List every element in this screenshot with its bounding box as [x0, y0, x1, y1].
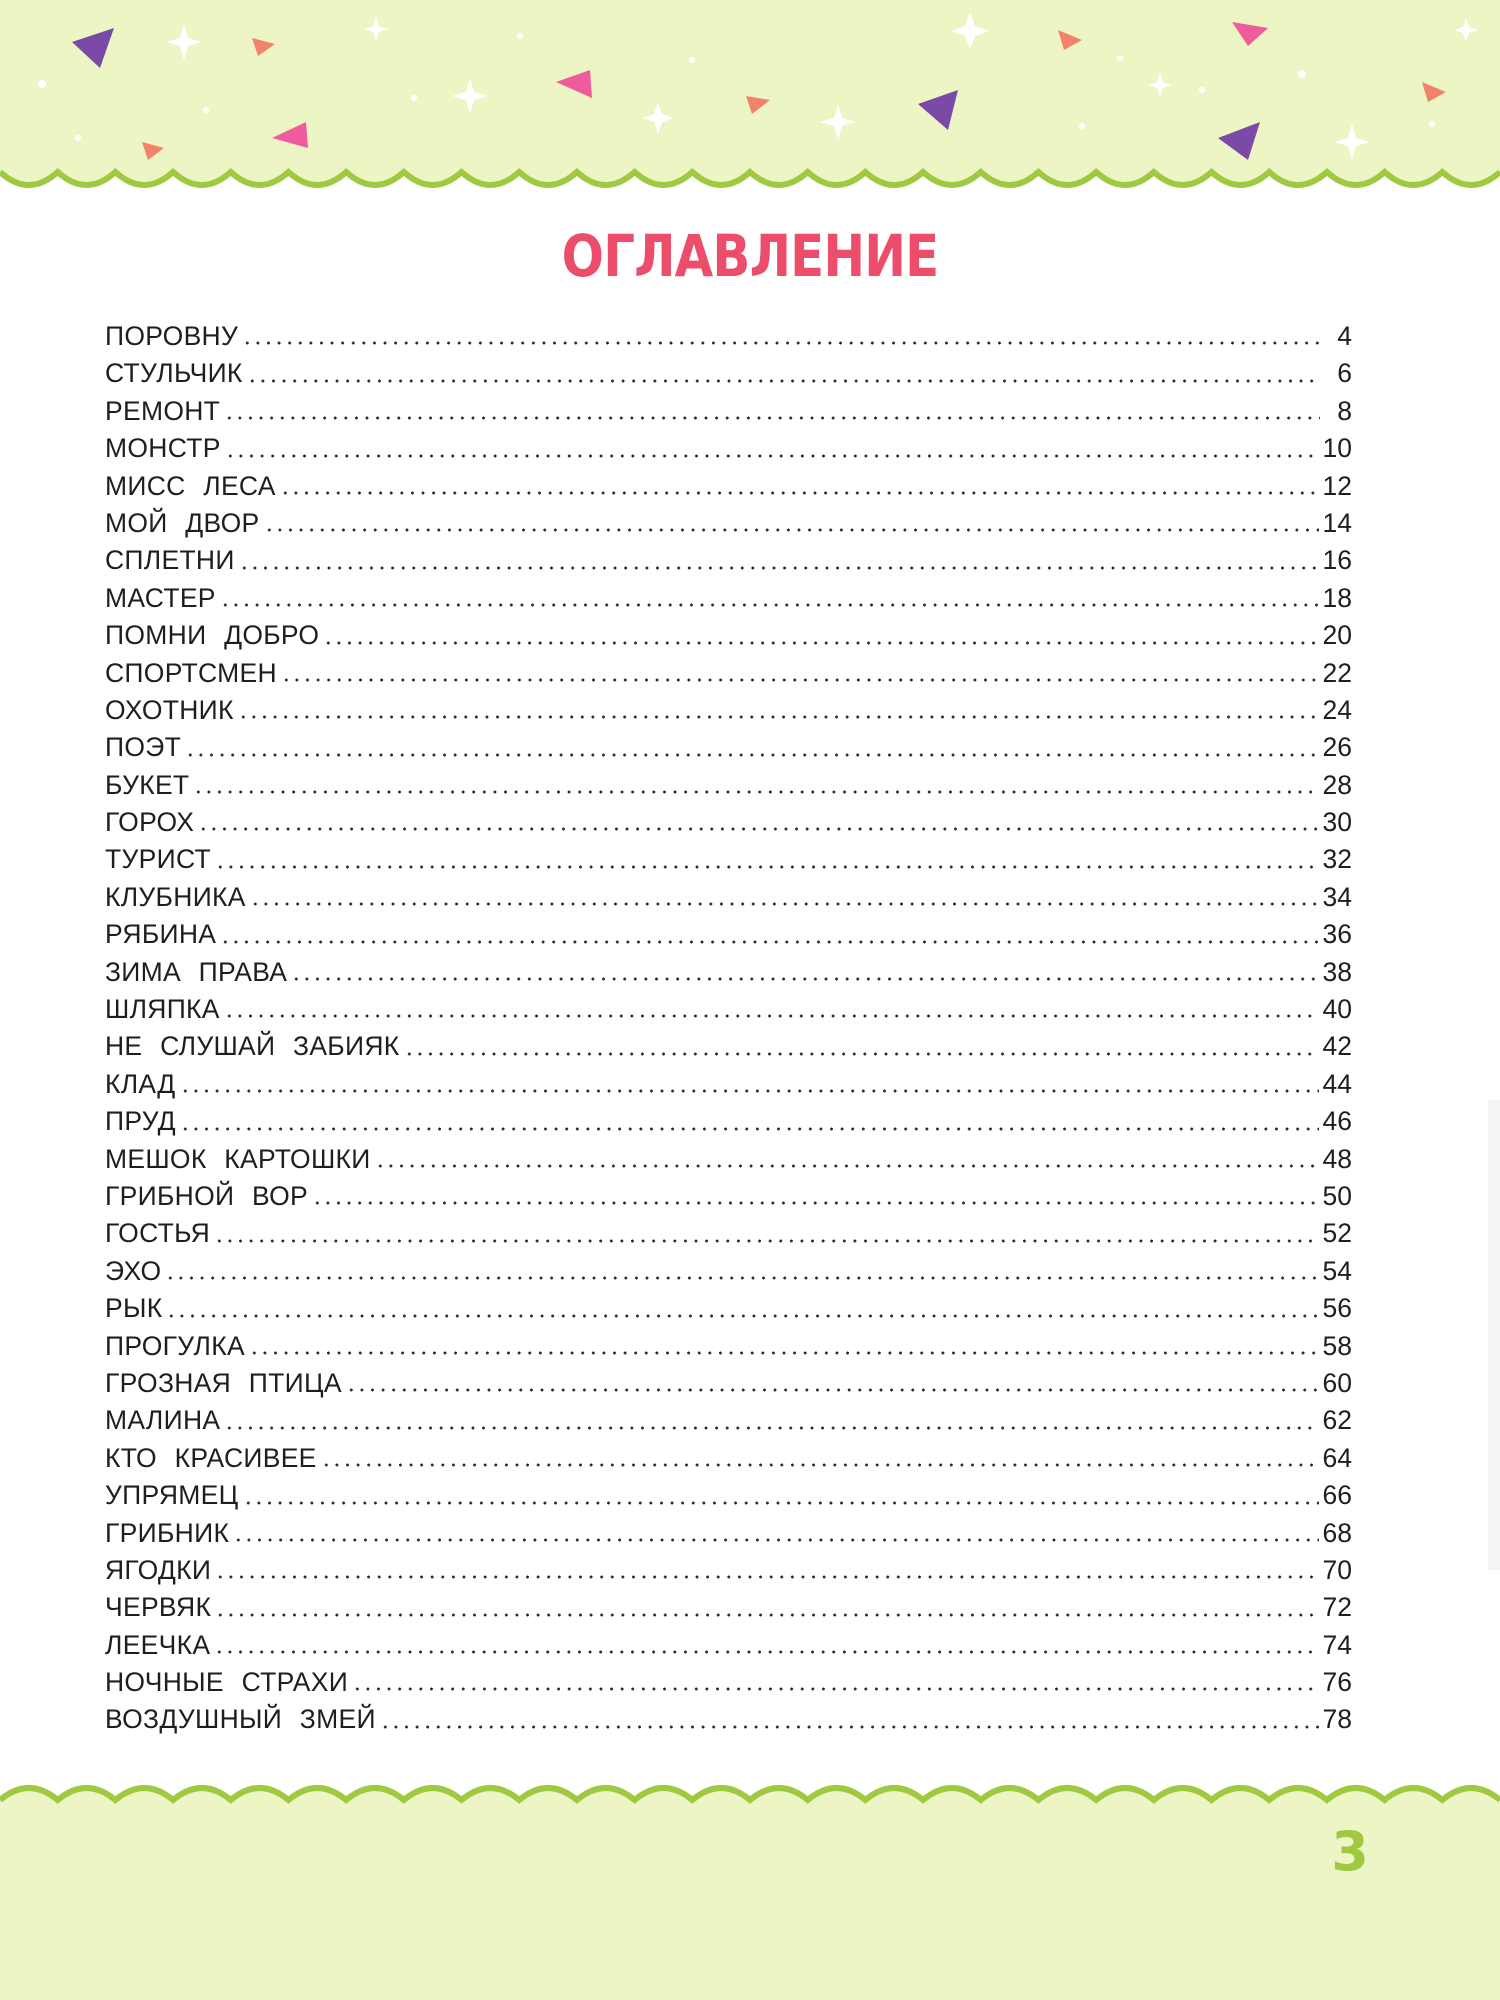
- toc-entry[interactable]: [105, 1515, 1352, 1552]
- toc-entry-page: 76: [1322, 1667, 1352, 1698]
- toc-entry-title: ОХОТНИК: [105, 694, 234, 725]
- toc-entry[interactable]: [105, 393, 1352, 430]
- toc-entry-title: БУКЕТ: [105, 769, 190, 800]
- toc-dot-leader: [352, 1687, 1318, 1691]
- toc-entry-page: 18: [1322, 582, 1352, 613]
- toc-entry-page: 36: [1322, 919, 1352, 950]
- toc-entry[interactable]: [105, 1701, 1352, 1738]
- sparkle-icon: [166, 24, 202, 60]
- toc-entry-title: МИСС ЛЕСА: [105, 470, 276, 501]
- sparkle-dot-icon: [517, 33, 523, 39]
- toc-dot-leader: [224, 1014, 1319, 1018]
- toc-entry-title: ПОЭТ: [105, 732, 182, 763]
- toc-entry-title: СПОРТСМЕН: [105, 657, 277, 688]
- sparkle-dot-icon: [1117, 55, 1123, 61]
- toc-entry-page: 34: [1322, 881, 1352, 912]
- toc-entry-title: РЕМОНТ: [105, 395, 221, 426]
- toc-dot-leader: [250, 902, 1319, 906]
- triangle-purple-icon: [918, 90, 958, 130]
- toc-entry-page: 28: [1322, 769, 1352, 800]
- toc-dot-leader: [220, 603, 1319, 607]
- toc-entry-page: 56: [1322, 1293, 1352, 1324]
- sparkle-dot-icon: [411, 95, 417, 101]
- toc-dot-leader: [242, 341, 1320, 345]
- toc-entry-page: 40: [1322, 994, 1352, 1025]
- toc-entry-title: МОЙ ДВОР: [105, 507, 260, 538]
- toc-entry-title: РЫК: [105, 1293, 163, 1324]
- toc-entry-page: 32: [1322, 844, 1352, 875]
- triangle-salmon-icon: [142, 142, 164, 160]
- toc-entry-page: 30: [1322, 807, 1352, 838]
- toc-dot-leader: [166, 1314, 1318, 1318]
- toc-entry[interactable]: [105, 468, 1352, 505]
- toc-dot-leader: [215, 1613, 1318, 1617]
- toc-entry[interactable]: [105, 879, 1352, 916]
- sparkle-icon: [1147, 72, 1173, 98]
- toc-entry[interactable]: [105, 1178, 1352, 1215]
- toc-entry-title: МАСТЕР: [105, 582, 216, 613]
- toc-entry-page: 38: [1322, 956, 1352, 987]
- toc-entry-page: 44: [1322, 1068, 1352, 1099]
- toc-entry-title: КТО КРАСИВЕЕ: [105, 1442, 317, 1473]
- toc-entry-page: 48: [1322, 1143, 1352, 1174]
- toc-dot-leader: [180, 1089, 1319, 1093]
- toc-entry-page: 50: [1322, 1180, 1352, 1211]
- toc-entry-title: МАЛИНА: [105, 1405, 221, 1436]
- toc-entry-title: ГРОЗНАЯ ПТИЦА: [105, 1367, 342, 1398]
- toc-entry[interactable]: [105, 954, 1352, 991]
- toc-entry-page: 52: [1322, 1218, 1352, 1249]
- sparkle-dot-icon: [203, 107, 209, 113]
- toc-entry-page: 60: [1322, 1367, 1352, 1398]
- toc-entry[interactable]: [105, 1066, 1352, 1103]
- sparkle-icon: [951, 12, 989, 50]
- sparkle-dot-icon: [689, 57, 695, 63]
- toc-entry[interactable]: [105, 318, 1352, 355]
- toc-entry[interactable]: [105, 916, 1352, 953]
- toc-entry-page: 4: [1337, 321, 1352, 351]
- toc-entry[interactable]: [105, 1552, 1352, 1589]
- toc-entry-page: 42: [1322, 1031, 1352, 1062]
- toc-entry-title: ПОРОВНУ: [105, 321, 239, 351]
- toc-dot-leader: [225, 454, 1319, 458]
- toc-dot-leader: [180, 1127, 1319, 1131]
- toc-entry[interactable]: [105, 1664, 1352, 1701]
- sparkle-dot-icon: [1079, 123, 1085, 129]
- toc-entry-title: ПОМНИ ДОБРО: [105, 620, 320, 651]
- toc-entry-page: 22: [1322, 657, 1352, 688]
- toc-entry[interactable]: [105, 355, 1352, 392]
- toc-entry-title: ГРИБНОЙ ВОР: [105, 1180, 309, 1211]
- toc-dot-leader: [280, 491, 1319, 495]
- toc-entry-title: ЭХО: [105, 1255, 162, 1286]
- toc-entry-title: ВОЗДУШНЫЙ ЗМЕЙ: [105, 1704, 376, 1735]
- toc-entry-title: ЗИМА ПРАВА: [105, 956, 288, 987]
- toc-entry-title: НЕ СЛУШАЙ ЗАБИЯК: [105, 1031, 400, 1062]
- triangle-pink-icon: [556, 70, 592, 98]
- toc-entry[interactable]: [105, 1103, 1352, 1140]
- toc-entry[interactable]: [105, 1402, 1352, 1439]
- bottom-band-scalloped-edge: [0, 1788, 1500, 1800]
- toc-dot-leader: [321, 1463, 1319, 1467]
- toc-entry-title: ПРОГУЛКА: [105, 1330, 245, 1361]
- toc-dot-leader: [224, 416, 1320, 420]
- toc-entry[interactable]: [105, 617, 1352, 654]
- toc-entry-page: 12: [1322, 470, 1352, 501]
- toc-entry[interactable]: [105, 1215, 1352, 1252]
- toc-entry[interactable]: [105, 767, 1352, 804]
- toc-dot-leader: [239, 566, 1319, 570]
- toc-dot-leader: [220, 940, 1318, 944]
- toc-entry-title: СТУЛЬЧИК: [105, 358, 243, 389]
- toc-dot-leader: [291, 977, 1318, 981]
- toc-entry[interactable]: [105, 1328, 1352, 1365]
- toc-entry[interactable]: [105, 1440, 1352, 1477]
- toc-entry-title: ШЛЯПКА: [105, 994, 220, 1025]
- toc-entry-page: 24: [1322, 694, 1352, 725]
- toc-dot-leader: [380, 1725, 1319, 1729]
- toc-entry[interactable]: [105, 655, 1352, 692]
- toc-entry-title: МОНСТР: [105, 433, 221, 464]
- toc-entry[interactable]: [105, 1477, 1352, 1514]
- toc-entry[interactable]: [105, 729, 1352, 766]
- toc-dot-leader: [346, 1388, 1319, 1392]
- toc-entry[interactable]: [105, 430, 1352, 467]
- toc-entry-title: НОЧНЫЕ СТРАХИ: [105, 1667, 349, 1698]
- sparkle-dot-icon: [75, 135, 81, 141]
- sparkle-dot-icon: [1298, 70, 1306, 78]
- toc-entry-page: 66: [1322, 1480, 1352, 1511]
- toc-entry[interactable]: [105, 1627, 1352, 1664]
- toc-entry-title: СПЛЕТНИ: [105, 545, 235, 576]
- sparkle-icon: [363, 16, 389, 42]
- toc-entry-title: РЯБИНА: [105, 919, 217, 950]
- toc-dot-leader: [198, 827, 1318, 831]
- toc-entry[interactable]: [105, 542, 1352, 579]
- sparkle-dot-icon: [38, 80, 46, 88]
- sparkle-dot-icon: [1199, 87, 1205, 93]
- toc-dot-leader: [243, 1501, 1319, 1505]
- toc-dot-leader: [185, 753, 1318, 757]
- toc-entry[interactable]: [105, 505, 1352, 542]
- toc-dot-leader: [214, 1239, 1318, 1243]
- toc-entry-page: 8: [1337, 395, 1352, 426]
- toc-entry-page: 74: [1322, 1629, 1352, 1660]
- toc-entry-title: ГРИБНИК: [105, 1517, 230, 1548]
- triangle-purple-icon: [72, 28, 114, 68]
- toc-dot-leader: [233, 1538, 1318, 1542]
- toc-entry[interactable]: [105, 1290, 1352, 1327]
- toc-entry-page: 72: [1322, 1592, 1352, 1623]
- toc-entry[interactable]: [105, 804, 1352, 841]
- toc-dot-leader: [165, 1276, 1318, 1280]
- toc-entry-page: 6: [1337, 358, 1352, 389]
- toc-dot-leader: [238, 715, 1319, 719]
- sparkle-icon: [642, 102, 674, 134]
- toc-entry[interactable]: [105, 1253, 1352, 1290]
- toc-entry[interactable]: [105, 1589, 1352, 1626]
- toc-entry-title: ГОСТЬЯ: [105, 1218, 211, 1249]
- triangle-salmon-icon: [252, 38, 275, 56]
- toc-entry-page: 26: [1322, 732, 1352, 763]
- toc-dot-leader: [214, 1650, 1318, 1654]
- toc-entry[interactable]: [105, 692, 1352, 729]
- toc-dot-leader: [323, 641, 1318, 645]
- toc-entry-page: 20: [1322, 620, 1352, 651]
- toc-entry-title: ЯГОДКИ: [105, 1554, 212, 1585]
- toc-entry-title: УПРЯМЕЦ: [105, 1480, 239, 1511]
- toc-entry-title: ЛЕЕЧКА: [105, 1629, 211, 1660]
- sparkle-icon: [1334, 124, 1370, 160]
- toc-entry[interactable]: [105, 841, 1352, 878]
- toc-entry-page: 46: [1322, 1106, 1352, 1137]
- page-edge-shadow: [1488, 1100, 1500, 1570]
- toc-entry-title: КЛАД: [105, 1068, 176, 1099]
- toc-entry[interactable]: [105, 1028, 1352, 1065]
- toc-entry-title: МЕШОК КАРТОШКИ: [105, 1143, 371, 1174]
- toc-dot-leader: [249, 1351, 1319, 1355]
- toc-entry-page: 16: [1322, 545, 1352, 576]
- triangle-purple-icon: [1218, 122, 1260, 160]
- toc-entry[interactable]: [105, 580, 1352, 617]
- table-of-contents: [105, 318, 1352, 1739]
- toc-entry-page: 78: [1322, 1704, 1352, 1735]
- triangle-salmon-icon: [1058, 30, 1082, 50]
- toc-entry-page: 68: [1322, 1517, 1352, 1548]
- triangle-salmon-icon: [1422, 82, 1446, 102]
- toc-dot-leader: [375, 1164, 1319, 1168]
- toc-dot-leader: [281, 678, 1319, 682]
- sparkle-icon: [820, 104, 856, 140]
- toc-entry-page: 64: [1322, 1442, 1352, 1473]
- toc-entry-title: ТУРИСТ: [105, 844, 211, 875]
- sparkle-icon: [452, 78, 488, 114]
- toc-entry[interactable]: [105, 1365, 1352, 1402]
- toc-entry-page: 58: [1322, 1330, 1352, 1361]
- bottom-scalloped-band: [0, 1760, 1500, 2000]
- sparkle-dot-icon: [1429, 121, 1435, 127]
- toc-dot-leader: [193, 790, 1318, 794]
- toc-dot-leader: [404, 1052, 1319, 1056]
- triangle-pink-icon: [272, 122, 308, 148]
- triangle-pink-icon: [1232, 22, 1268, 46]
- sparkle-icon: [1454, 18, 1478, 42]
- triangle-salmon-icon: [746, 96, 770, 114]
- toc-dot-leader: [215, 1575, 1318, 1579]
- toc-entry[interactable]: [105, 991, 1352, 1028]
- page-title: ОГЛАВЛЕНИЕ: [561, 222, 939, 290]
- toc-entry[interactable]: [105, 1141, 1352, 1178]
- toc-dot-leader: [247, 379, 1320, 383]
- toc-dot-leader: [264, 528, 1319, 532]
- toc-entry-page: 10: [1322, 433, 1352, 464]
- toc-entry-page: 54: [1322, 1255, 1352, 1286]
- toc-entry-title: ПРУД: [105, 1106, 176, 1137]
- toc-dot-leader: [224, 1426, 1318, 1430]
- toc-entry-page: 62: [1322, 1405, 1352, 1436]
- toc-entry-page: 70: [1322, 1554, 1352, 1585]
- bottom-band-fill: [0, 1788, 1500, 2000]
- toc-dot-leader: [312, 1201, 1319, 1205]
- toc-entry-page: 14: [1322, 507, 1352, 538]
- toc-entry-title: ГОРОХ: [105, 807, 195, 838]
- page-number: 3: [1331, 1820, 1369, 1883]
- toc-entry-title: ЧЕРВЯК: [105, 1592, 212, 1623]
- toc-dot-leader: [215, 865, 1319, 869]
- toc-entry-title: КЛУБНИКА: [105, 881, 246, 912]
- confetti-decoration: [0, 0, 1500, 200]
